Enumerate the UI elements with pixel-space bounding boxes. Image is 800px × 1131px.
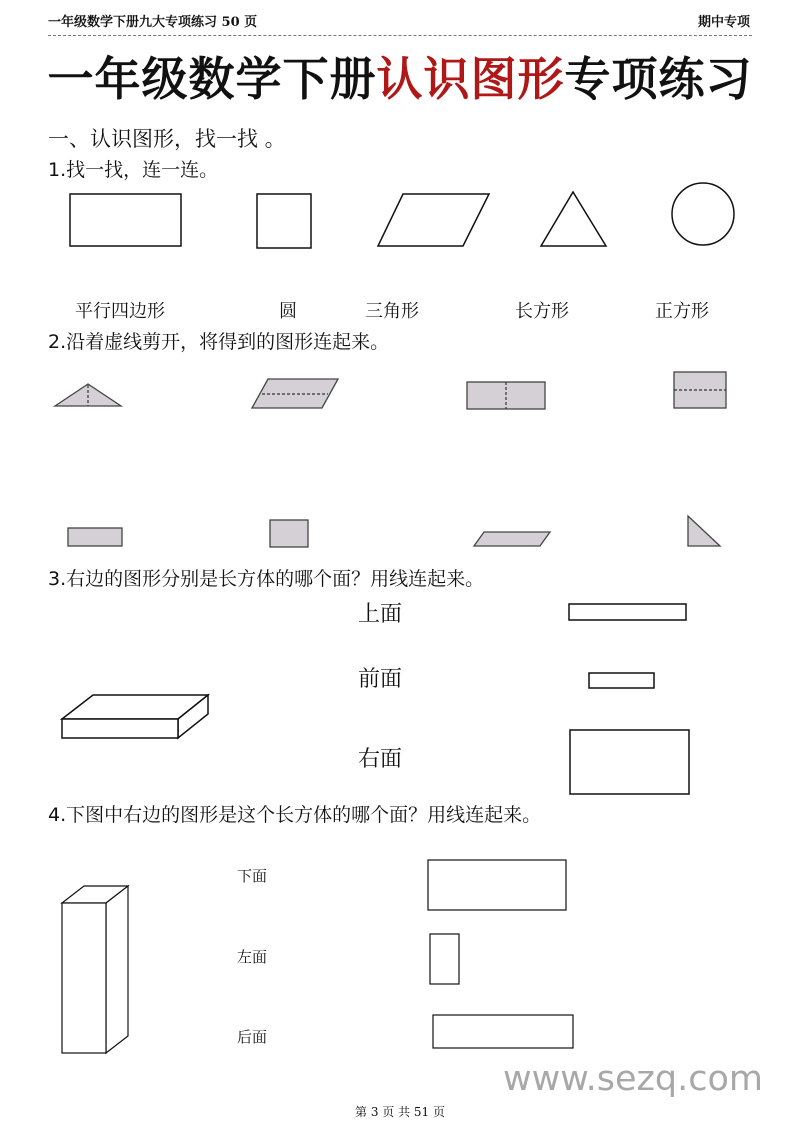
piece-parallelogram [474, 532, 550, 546]
question-2: 2.沿着虚线剪开，将得到的图形连起来。 [48, 331, 390, 353]
shape-circle [672, 183, 734, 245]
piece-square [270, 520, 308, 547]
piece-right-triangle [688, 516, 720, 546]
flat-cuboid [62, 695, 208, 738]
watermark: www.sezq.com [503, 1059, 764, 1099]
header-right: 期中专项 [697, 15, 750, 30]
face-rect-right [570, 730, 689, 794]
shape-rectangle [70, 194, 181, 246]
label-triangle: 三角形 [365, 301, 419, 322]
question-4: 4.下图中右边的图形是这个长方体的哪个面？用线连起来。 [48, 804, 542, 826]
title-part3: 专项练习 [564, 52, 753, 106]
piece-rectangle [68, 528, 122, 546]
shape-parallelogram [378, 194, 489, 246]
face-label-bottom: 下面 [237, 867, 268, 885]
face-rect-top [569, 604, 686, 620]
title-part1: 一年级数学下册 [47, 52, 377, 106]
face-label-right: 右面 [358, 747, 403, 772]
label-parallelogram: 平行四边形 [75, 301, 165, 322]
face-rect-front [589, 673, 654, 688]
face-rect-back [433, 1015, 573, 1048]
tall-cuboid [62, 886, 128, 1053]
shape-triangle [541, 192, 606, 246]
label-rectangle: 长方形 [515, 301, 569, 322]
section-heading: 一、认识图形，找一找 。 [48, 127, 286, 151]
shape-square [257, 194, 311, 248]
question-1: 1.找一找，连一连。 [48, 159, 219, 181]
face-label-back: 后面 [237, 1028, 268, 1046]
face-label-front: 前面 [358, 667, 403, 692]
label-square: 正方形 [655, 301, 709, 322]
title-highlight: 认识图形 [376, 52, 565, 106]
page-footer: 第 3 页 共 51 页 [355, 1105, 445, 1119]
question-3: 3.右边的图形分别是长方体的哪个面？用线连起来。 [48, 568, 485, 590]
face-rect-left [430, 934, 459, 984]
label-circle: 圆 [279, 301, 297, 322]
face-label-left: 左面 [237, 948, 268, 966]
header-left: 一年级数学下册九大专项练习 50 页 [48, 15, 258, 30]
face-rect-bottom [428, 860, 566, 910]
face-label-top: 上面 [358, 602, 403, 627]
